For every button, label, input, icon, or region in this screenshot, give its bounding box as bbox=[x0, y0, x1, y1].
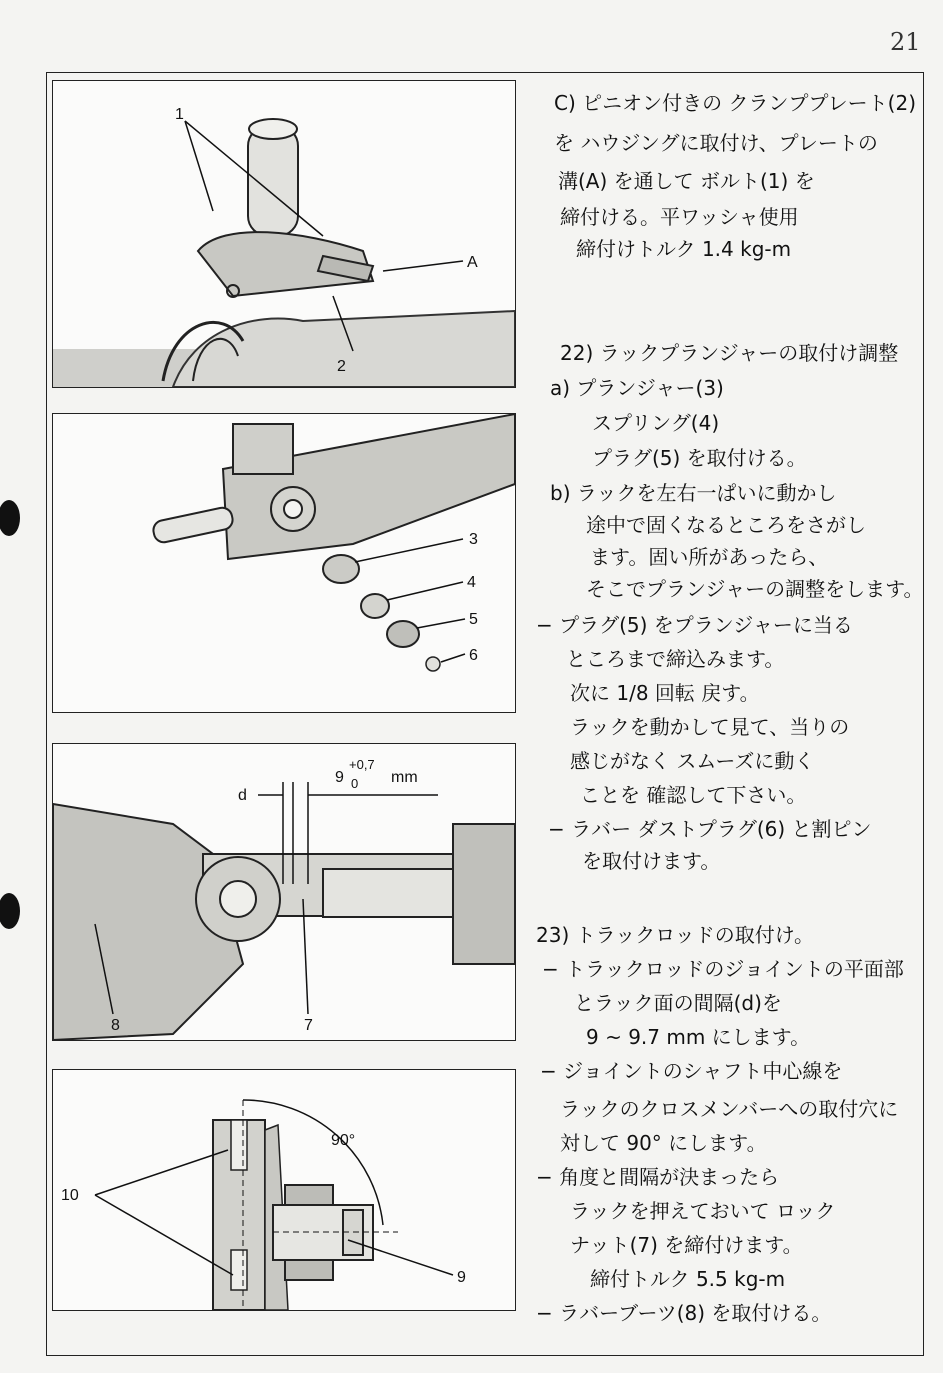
leader-6 bbox=[441, 654, 465, 662]
text-line: 対して 90° にします。 bbox=[560, 1131, 767, 1155]
callout-4: 4 bbox=[467, 574, 476, 591]
text-line: ラックのクロスメンバーへの取付穴に bbox=[560, 1097, 899, 1121]
leader-10a bbox=[95, 1150, 228, 1195]
text-line: 締付トルク 5.5 kg-m bbox=[590, 1267, 786, 1291]
text-line: 途中で固くなるところをさがし bbox=[586, 513, 866, 537]
text-line: − プラグ(5) をプランジャーに当る bbox=[536, 613, 853, 637]
text-line: − ラバーブーツ(8) を取付ける。 bbox=[536, 1301, 832, 1325]
dim-tolerance-lower: 0 bbox=[351, 776, 359, 791]
callout-3: 3 bbox=[469, 531, 478, 548]
leader-1a bbox=[185, 121, 213, 211]
text-line: ます。固い所があったら、 bbox=[590, 545, 829, 569]
text-line: a) プランジャー(3) bbox=[550, 376, 724, 400]
callout-8: 8 bbox=[111, 1017, 120, 1034]
text-line: 9 ~ 9.7 mm にします。 bbox=[586, 1025, 811, 1049]
callout-d: d bbox=[238, 787, 247, 804]
angle-label: 90° bbox=[331, 1132, 356, 1149]
leader-a bbox=[383, 261, 463, 271]
callout-1: 1 bbox=[175, 106, 184, 123]
figure-2-illustration bbox=[53, 414, 515, 712]
text-line: ラックを動かして見て、当りの bbox=[570, 715, 850, 739]
text-line: − 角度と間隔が決まったら bbox=[536, 1165, 780, 1189]
dim-unit-mm: mm bbox=[391, 769, 418, 786]
figure-3-illustration bbox=[53, 744, 515, 1040]
binder-hole-bottom bbox=[0, 893, 20, 929]
text-line: ところまで締込みます。 bbox=[566, 647, 785, 671]
text-line: を ハウジングに取付け、プレートの bbox=[554, 131, 878, 155]
figure-4-illustration bbox=[53, 1070, 515, 1310]
text-line: プラグ(5) を取付ける。 bbox=[592, 446, 807, 470]
callout-5: 5 bbox=[469, 611, 478, 628]
text-line: b) ラックを左右一ぱいに動かし bbox=[550, 481, 837, 505]
figure-2-rack-plunger bbox=[52, 413, 516, 713]
text-line: を取付けます。 bbox=[582, 849, 721, 873]
callout-6: 6 bbox=[469, 647, 478, 664]
figure-1-pinion-clamp bbox=[52, 80, 516, 388]
text-line: 締付ける。平ワッシャ使用 bbox=[560, 205, 799, 229]
text-line: 22) ラックプランジャーの取付け調整 bbox=[560, 341, 899, 365]
text-line: スプリング(4) bbox=[592, 411, 720, 435]
figure-3-tie-rod-gap bbox=[52, 743, 516, 1041]
leader-5 bbox=[417, 619, 465, 628]
figure-4-joint-angle bbox=[52, 1069, 516, 1311]
text-line: ラックを押えておいて ロック bbox=[570, 1199, 836, 1223]
binder-hole-top bbox=[0, 500, 20, 536]
callout-a: A bbox=[467, 254, 478, 271]
figure-1-illustration bbox=[53, 81, 515, 387]
dim-value-9: 9 bbox=[335, 769, 344, 786]
callout-2: 2 bbox=[337, 358, 346, 375]
callout-9: 9 bbox=[457, 1269, 466, 1286]
text-line: 次に 1/8 回転 戻す。 bbox=[570, 681, 760, 705]
dim-tolerance-upper: +0,7 bbox=[349, 757, 375, 772]
text-line: C) ピニオン付きの クランププレート(2) bbox=[554, 91, 917, 115]
text-line: 感じがなく スムーズに動く bbox=[570, 749, 815, 773]
text-line: 23) トラックロッドの取付け。 bbox=[536, 923, 815, 947]
callout-10: 10 bbox=[61, 1187, 79, 1204]
page-number: 21 bbox=[890, 28, 921, 56]
leader-3 bbox=[355, 539, 463, 562]
text-line: とラック面の間隔(d)を bbox=[574, 991, 782, 1015]
text-line: − ジョイントのシャフト中心線を bbox=[540, 1059, 843, 1083]
text-line: − トラックロッドのジョイントの平面部 bbox=[542, 957, 904, 981]
callout-7: 7 bbox=[304, 1017, 313, 1034]
text-line: 締付けトルク 1.4 kg-m bbox=[576, 237, 792, 261]
text-line: − ラバー ダストプラグ(6) と割ピン bbox=[548, 817, 872, 841]
text-line: ナット(7) を締付けます。 bbox=[570, 1233, 803, 1257]
text-line: そこでプランジャーの調整をします。 bbox=[586, 577, 924, 601]
text-line: ことを 確認して下さい。 bbox=[580, 783, 807, 807]
text-line: 溝(A) を通して ボルト(1) を bbox=[558, 169, 815, 193]
leader-4 bbox=[387, 582, 463, 600]
